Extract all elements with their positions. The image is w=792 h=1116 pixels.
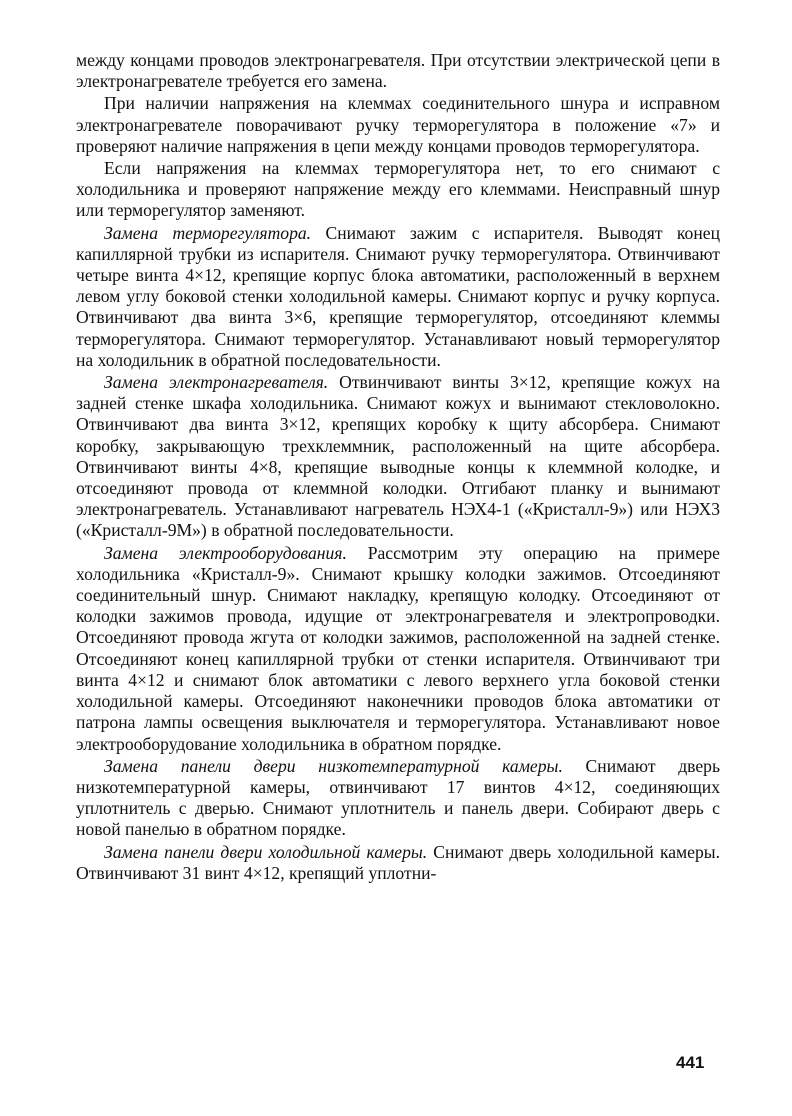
paragraph-freezer-door: Замена панели двери низкотемпературной камеры. Снимают дверь низкотемпературной камеры, отвинчивают 17 винтов 4×12, соединяющих уплотнитель с дверью. Снимают уплотнитель и панель двери. Собирают дверь с новой панелью в обратном порядке. xyxy=(76,755,720,840)
section-lead: Замена электрооборудования. xyxy=(104,542,347,563)
paragraph-electrical: Замена электрооборудования. Рассмотрим эту операцию на примере холодильника «Кристалл-9». Снимают крышку колодки зажимов. Отсоединяют соединительный шнур. Снимают накладку, крепящую колодку. Отсоединяют от колодки зажимов провода, идущие от электронагревателя и электропроводки. Отсоединяют провода жгута от колодки зажимов, расположенной на задней стенке. Отсоединяют конец капиллярной трубки от стенки испарителя. Отвинчивают три винта 4×12 и снимают блок автоматики с левого верхнего угла боковой стенки холодильной камеры. Отсоединяют наконечники проводов блока автоматики от патрона лампы освещения выключателя и терморегулятора. Устанавливают новое электрооборудование холодильника в обратном порядке. xyxy=(76,542,720,754)
paragraph-fridge-door: Замена панели двери холодильной камеры. Снимают дверь холодильной камеры. Отвинчивают 31 винт 4×12, крепящий уплотни- xyxy=(76,841,720,883)
section-lead: Замена панели двери холодильной камеры. xyxy=(104,841,428,862)
paragraph-3: Если напряжения на клеммах терморегулятора нет, то его снимают с холодильника и проверяют напряжение между его клеммами. Неисправный шнур или терморегулятор заменяют. xyxy=(76,158,720,221)
section-lead: Замена терморегулятора. xyxy=(104,222,312,243)
paragraph-2: При наличии напряжения на клеммах соединительного шнура и исправном электронагревателе поворачивают ручку терморегулятора в положение «7» и проверяют наличие напряжения в цепи между концами проводов терморегулятора. xyxy=(76,93,720,156)
paragraph-thermostat: Замена терморегулятора. Снимают зажим с испарителя. Выводят конец капиллярной трубки из испарителя. Снимают ручку терморегулятора. Отвинчивают четыре винта 4×12, крепящие корпус блока автоматики, расположенный в верхнем левом углу боковой стенки холодильной камеры. Снимают корпус и ручку корпуса. Отвинчивают два винта 3×6, крепящие терморегулятор, отсоединяют клеммы терморегулятора. Снимают терморегулятор. Устанавливают новый терморегулятор на холодильник в обратной последовательности. xyxy=(76,222,720,370)
paragraph-heater: Замена электронагревателя. Отвинчивают винты 3×12, крепящие кожух на задней стенке шкафа холодильника. Снимают кожух и вынимают стекловолокно. Отвинчивают два винта 3×12, крепящих коробку к щиту абсорбера. Снимают коробку, закрывающую трехклеммник, расположенный на щите абсорбера. Отвинчивают винты 4×8, крепящие выводные концы к клеммной колодке, и отсоединяют провода от клеммной колодки. Отгибают планку и вынимают электронагреватель. Устанавливают нагреватель НЭХ4-1 («Кристалл-9») или НЭХ3 («Кристалл-9М») в обратной последовательности. xyxy=(76,372,721,541)
body-text xyxy=(76,50,720,884)
section-lead: Замена панели двери низкотемпературной камеры. xyxy=(104,755,563,776)
page-number: 441 xyxy=(676,1053,705,1072)
paragraph-1: между концами проводов электронагревателя. При отсутствии электрической цепи в электронагревателе требуется его замена. xyxy=(76,50,720,92)
section-lead: Замена электронагревателя. xyxy=(104,372,329,393)
